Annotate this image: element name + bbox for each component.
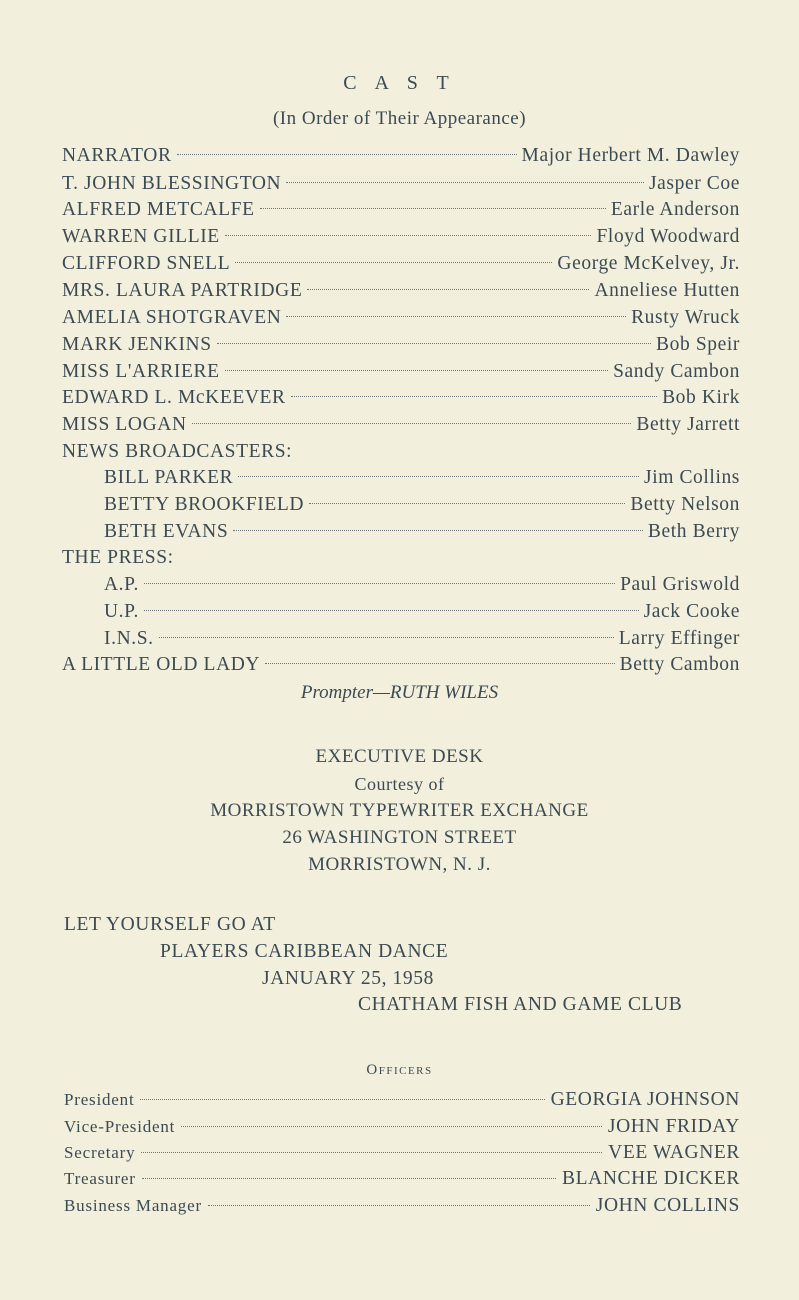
actor-name: Jasper Coe: [648, 173, 740, 194]
cast-row: [62, 170, 740, 198]
cast-row: [104, 571, 740, 599]
officer-row: [64, 1086, 740, 1114]
promo-date: JANUARY 25, 1958: [262, 968, 434, 989]
dot-leader: [225, 235, 592, 236]
role-name: A.P.: [104, 574, 139, 595]
dot-leader: [142, 1178, 556, 1179]
role-name: A LITTLE OLD LADY: [62, 654, 261, 675]
cast-row: [104, 518, 740, 546]
press-heading: THE PRESS:: [62, 547, 174, 568]
dot-leader: [233, 530, 643, 531]
cast-row: [62, 411, 740, 439]
cast-row: [104, 491, 740, 519]
cast-row: [62, 651, 740, 679]
dot-leader: [238, 476, 639, 477]
role-name: MRS. LAURA PARTRIDGE: [62, 280, 303, 301]
actor-name: Earle Anderson: [610, 199, 740, 220]
cast-row: [104, 464, 740, 492]
actor-name: George McKelvey, Jr.: [557, 253, 740, 274]
cast-row: [62, 250, 740, 278]
actor-name: Betty Jarrett: [636, 414, 740, 435]
role-name: BILL PARKER: [104, 467, 234, 488]
cast-row: [62, 223, 740, 251]
dot-leader: [260, 208, 606, 209]
role-name: CLIFFORD SNELL: [62, 253, 231, 274]
actor-name: Jack Cooke: [643, 601, 740, 622]
officer-row: [64, 1192, 740, 1220]
dot-leader: [144, 583, 615, 584]
role-name: AMELIA SHOTGRAVEN: [62, 307, 282, 328]
dot-leader: [235, 262, 552, 263]
actor-name: Betty Nelson: [630, 494, 740, 515]
officer-name: JOHN COLLINS: [595, 1195, 740, 1216]
officers-heading: Officers: [366, 1062, 433, 1078]
role-name: NARRATOR: [62, 145, 172, 166]
dot-leader: [309, 503, 625, 504]
dot-leader: [217, 343, 651, 344]
cast-row: [62, 304, 740, 332]
actor-name: Bob Kirk: [662, 387, 740, 408]
role-name: EDWARD L. McKEEVER: [62, 387, 286, 408]
dot-leader: [181, 1126, 602, 1127]
cast-row: [62, 196, 740, 224]
dot-leader: [192, 423, 632, 424]
cast-subtitle: (In Order of Their Appearance): [272, 108, 527, 129]
office-title: Treasurer: [64, 1169, 136, 1188]
cast-row: [104, 625, 740, 653]
cast-row: [104, 598, 740, 626]
role-name: ALFRED METCALFE: [62, 199, 255, 220]
dot-leader: [140, 1099, 544, 1100]
officer-row: [64, 1139, 740, 1167]
dot-leader: [286, 182, 644, 183]
actor-name: Major Herbert M. Dawley: [521, 145, 740, 166]
officer-row: [64, 1165, 740, 1193]
actor-name: Paul Griswold: [620, 574, 740, 595]
role-name: I.N.S.: [104, 628, 154, 649]
cast-row: [62, 358, 740, 386]
cast-row: [62, 142, 740, 170]
dot-leader: [265, 663, 614, 664]
cast-row: [62, 331, 740, 359]
dot-leader: [144, 610, 639, 611]
actor-name: Betty Cambon: [619, 654, 740, 675]
officer-name: JOHN FRIDAY: [607, 1116, 740, 1137]
role-name: BETTY BROOKFIELD: [104, 494, 305, 515]
news-broadcasters-heading: NEWS BROADCASTERS:: [62, 441, 293, 462]
promo-venue: CHATHAM FISH AND GAME CLUB: [358, 994, 683, 1015]
officer-row: [64, 1113, 740, 1141]
actor-name: Sandy Cambon: [613, 361, 740, 382]
role-name: U.P.: [104, 601, 139, 622]
officer-name: GEORGIA JOHNSON: [550, 1089, 740, 1110]
promo-event: PLAYERS CARIBBEAN DANCE: [160, 941, 449, 962]
office-title: Secretary: [64, 1143, 136, 1162]
role-name: WARREN GILLIE: [62, 226, 220, 247]
role-name: MARK JENKINS: [62, 334, 212, 355]
dot-leader: [291, 396, 657, 397]
dot-leader: [208, 1205, 590, 1206]
role-name: MISS L'ARRIERE: [62, 361, 220, 382]
cast-row: [62, 277, 740, 305]
dot-leader: [286, 316, 626, 317]
actor-name: Anneliese Hutten: [594, 280, 740, 301]
cast-title: C A S T: [343, 72, 456, 94]
prompter-credit: Prompter—RUTH WILES: [300, 682, 499, 703]
sponsor-name: MORRISTOWN TYPEWRITER EXCHANGE: [210, 800, 589, 821]
officer-name: VEE WAGNER: [608, 1142, 740, 1163]
dot-leader: [159, 637, 614, 638]
actor-name: Beth Berry: [647, 521, 740, 542]
dot-leader: [177, 154, 517, 155]
actor-name: Jim Collins: [644, 467, 740, 488]
office-title: President: [64, 1090, 135, 1109]
actor-name: Floyd Woodward: [596, 226, 740, 247]
role-name: T. JOHN BLESSINGTON: [62, 173, 282, 194]
sponsor-item: EXECUTIVE DESK: [315, 746, 484, 767]
office-title: Vice-President: [64, 1117, 176, 1136]
dot-leader: [225, 370, 608, 371]
promo-line: LET YOURSELF GO AT: [64, 914, 276, 935]
sponsor-street: 26 WASHINGTON STREET: [282, 827, 517, 848]
cast-row: [62, 384, 740, 412]
sponsor-courtesy: Courtesy of: [354, 774, 445, 794]
actor-name: Larry Effinger: [618, 628, 740, 649]
actor-name: Rusty Wruck: [631, 307, 740, 328]
role-name: BETH EVANS: [104, 521, 229, 542]
office-title: Business Manager: [64, 1196, 202, 1215]
dot-leader: [307, 289, 589, 290]
officer-name: BLANCHE DICKER: [562, 1168, 740, 1189]
role-name: MISS LOGAN: [62, 414, 187, 435]
actor-name: Bob Speir: [656, 334, 740, 355]
dot-leader: [141, 1152, 602, 1153]
sponsor-city: MORRISTOWN, N. J.: [308, 854, 491, 875]
